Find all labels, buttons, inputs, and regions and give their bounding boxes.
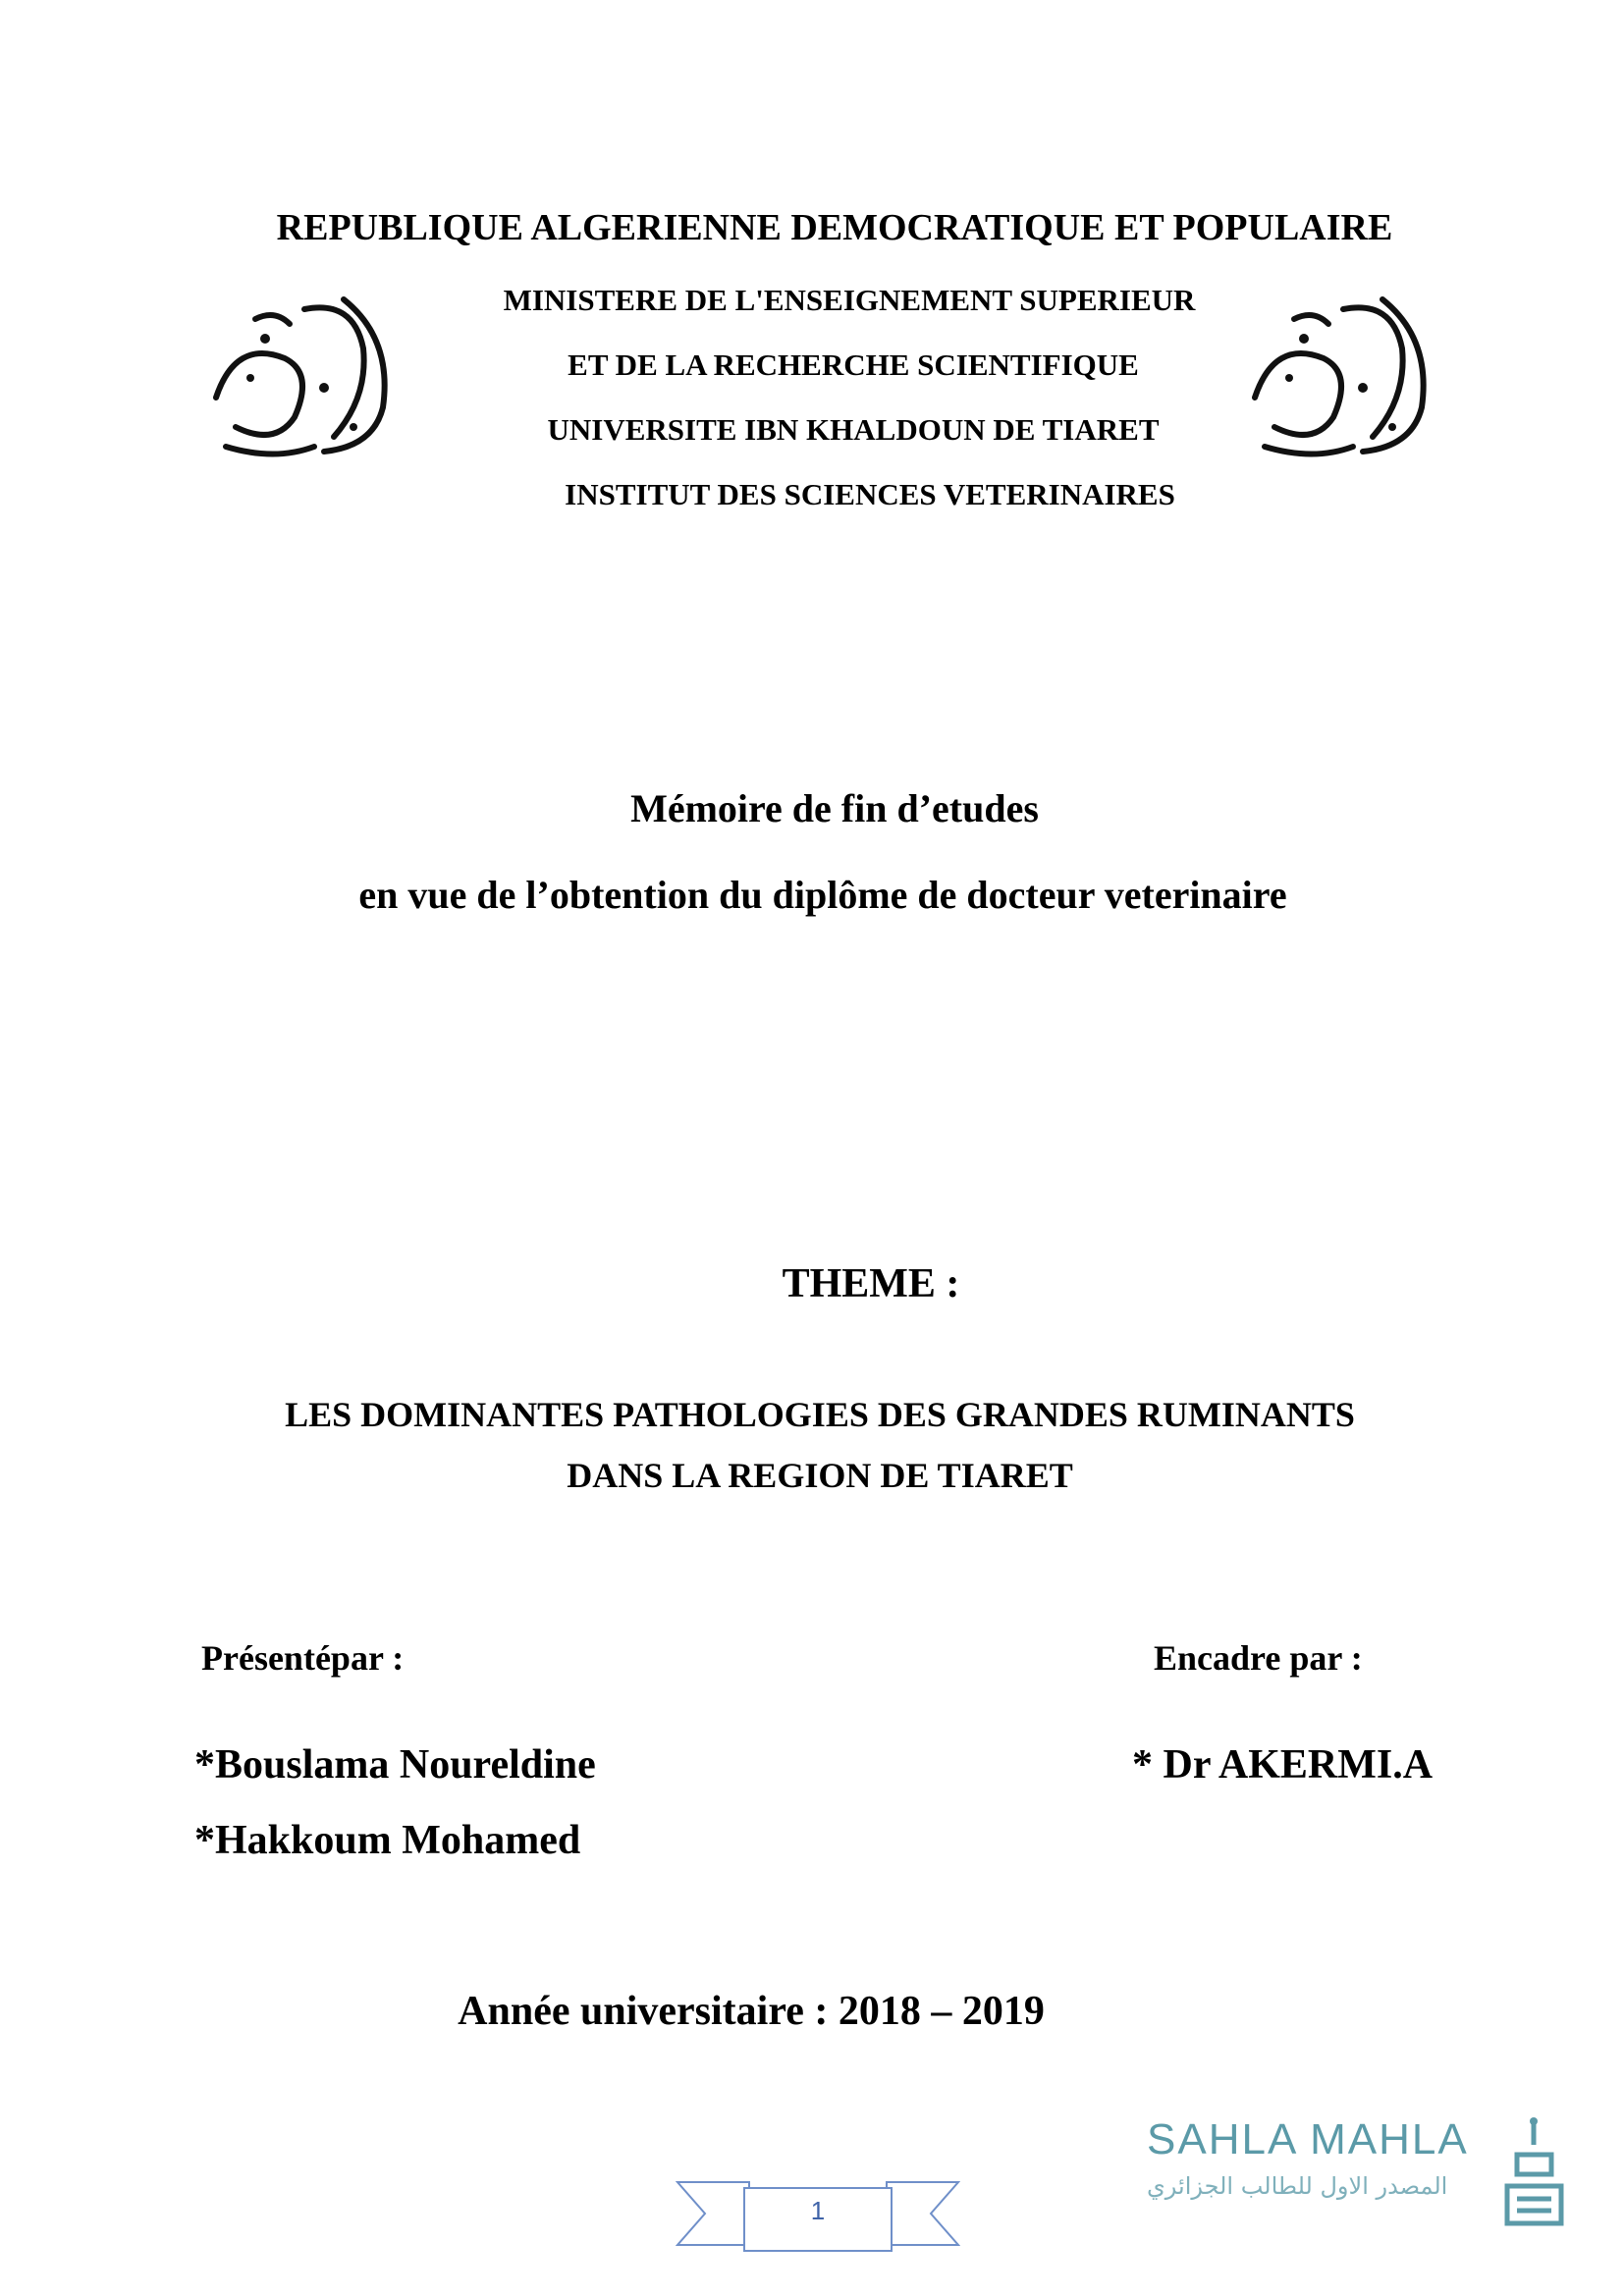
ministry-line-1: MINISTERE DE L'ENSEIGNEMENT SUPERIEUR [503,283,1196,317]
theme-title-line-1: LES DOMINANTES PATHOLOGIES DES GRANDES RUMINANTS [285,1395,1355,1434]
republic-title: REPUBLIQUE ALGERIENNE DEMOCRATIQUE ET POPULAIRE [276,207,1393,248]
memoire-subtitle: en vue de l’obtention du diplôme de docteur veterinaire [358,873,1287,917]
sahla-mahla-logo-icon [1497,2115,1571,2233]
academic-year: Année universitaire : 2018 – 2019 [458,1989,1045,2034]
brand-tagline: المصدر الاول للطالب الجزائري [1147,2172,1448,2200]
ministry-line-2: ET DE LA RECHERCHE SCIENTIFIQUE [568,347,1139,382]
theme-title-line-2: DANS LA REGION DE TIARET [567,1456,1073,1495]
page-number-box [676,2174,960,2253]
university-logo-right-icon [1235,280,1451,466]
student-name: *Hakkoum Mohamed [194,1818,581,1863]
brand-name: SAHLA MAHLA [1147,2115,1469,2163]
theme-label: THEME : [782,1261,960,1307]
memoire-title: Mémoire de fin d’etudes [630,786,1039,830]
institute-name: INSTITUT DES SCIENCES VETERINAIRES [565,477,1175,511]
page-number: 1 [810,2196,826,2225]
student-name: *Bouslama Noureldine [194,1742,596,1788]
university-name: UNIVERSITE IBN KHALDOUN DE TIARET [547,412,1160,447]
presented-by-label: Présentépar : [201,1638,405,1678]
supervisor-name: * Dr AKERMI.A [1132,1742,1434,1788]
brand-watermark [1139,2115,1571,2243]
supervised-by-label: Encadre par : [1154,1638,1363,1678]
